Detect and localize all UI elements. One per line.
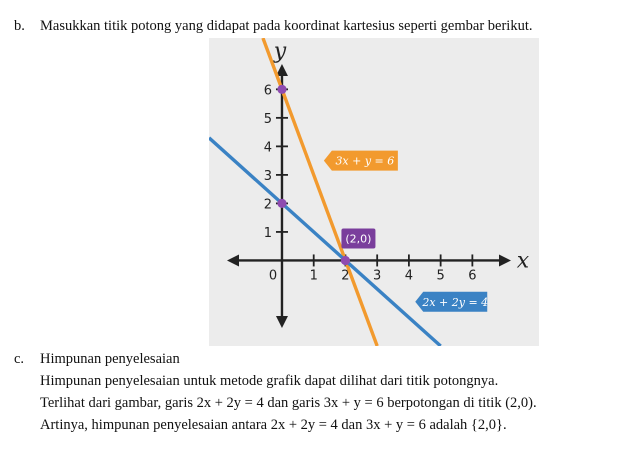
label-3x-plus-y: 3x + y = 6 bbox=[335, 154, 395, 168]
data-point bbox=[277, 85, 286, 94]
item-c-marker: c. bbox=[14, 351, 25, 367]
data-point bbox=[277, 199, 286, 208]
cartesian-graph bbox=[209, 38, 539, 346]
x-axis-label: x bbox=[516, 248, 530, 274]
item-c-title: Himpunan penyelesaian bbox=[40, 351, 180, 367]
y-tick-label: 4 bbox=[263, 140, 272, 156]
x-tick-label: 2 bbox=[341, 268, 350, 284]
item-b-marker: b. bbox=[14, 18, 25, 34]
x-tick-label: 1 bbox=[309, 268, 318, 284]
y-tick-label: 5 bbox=[263, 111, 272, 127]
paragraph-method: Himpunan penyelesaian untuk metode grafik dapat dilihat dari titik potongnya. bbox=[40, 373, 499, 389]
y-axis-label: y bbox=[273, 39, 287, 64]
graph-background bbox=[209, 38, 539, 346]
y-tick-label: 3 bbox=[263, 168, 272, 184]
paragraph-solution-set: Artinya, himpunan penyelesaian antara 2x + 2y = 4 dan 3x + y = 6 adalah {2,0}. bbox=[40, 417, 507, 433]
y-tick-label: 6 bbox=[263, 83, 272, 99]
label-2x-plus-2y: 2x + 2y = 4 bbox=[422, 295, 489, 309]
intersection-label: (2,0) bbox=[345, 232, 372, 246]
x-tick-label: 3 bbox=[373, 268, 382, 284]
data-point bbox=[341, 256, 350, 265]
x-tick-label: 4 bbox=[404, 268, 414, 284]
paragraph-intersection: Terlihat dari gambar, garis 2x + 2y = 4 dan garis 3x + y = 6 berpotongan di titik (2,0). bbox=[40, 395, 537, 411]
item-b-instruction: Masukkan titik potong yang didapat pada koordinat kartesius seperti gembar berikut. bbox=[40, 18, 533, 34]
x-tick-label: 0 bbox=[268, 268, 278, 284]
y-tick-label: 2 bbox=[263, 197, 272, 213]
x-tick-label: 5 bbox=[436, 268, 445, 284]
x-tick-label: 6 bbox=[468, 268, 477, 284]
y-tick-label: 1 bbox=[263, 225, 272, 241]
